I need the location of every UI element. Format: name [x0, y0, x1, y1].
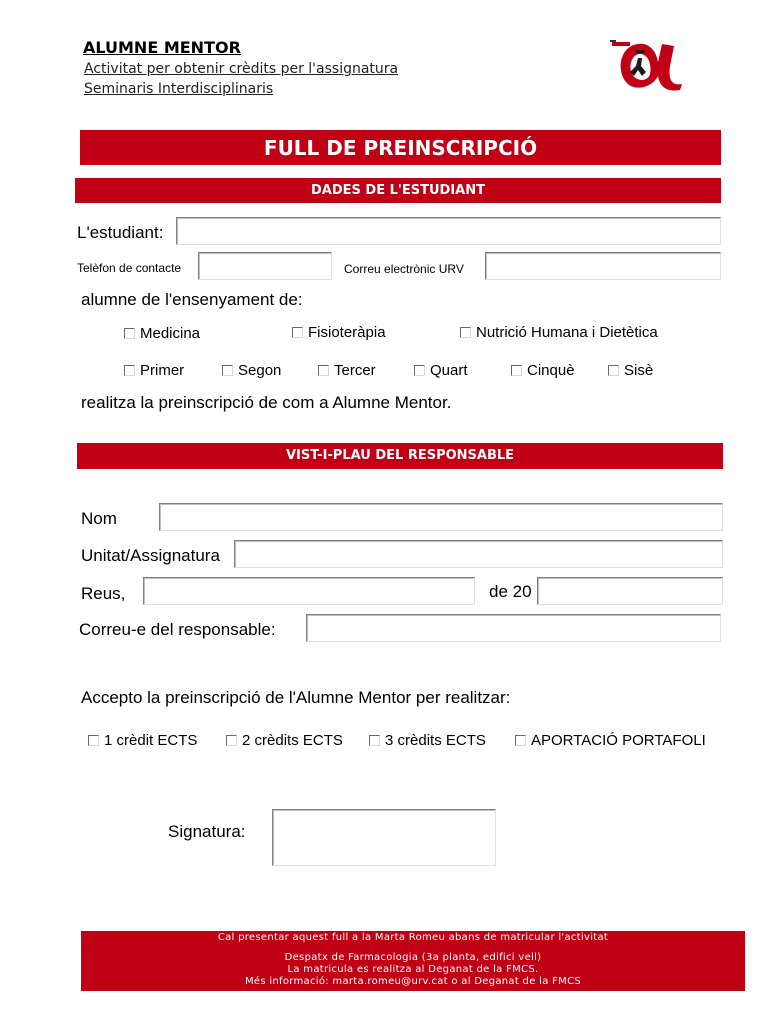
checkbox-fisioterapia[interactable]	[292, 324, 386, 341]
date-field[interactable]	[143, 577, 475, 605]
checkbox-quart[interactable]	[414, 362, 468, 379]
checkbox-label: Fisioteràpia	[308, 324, 386, 341]
checkbox-box[interactable]	[222, 365, 233, 376]
footer-line-2: Despatx de Farmacologia (3a planta, edifici vell)	[284, 952, 542, 963]
checkbox-box[interactable]	[88, 735, 99, 746]
checkbox-box[interactable]	[460, 327, 471, 338]
checkbox-label: APORTACIÓ PORTAFOLI	[531, 732, 706, 749]
checkbox-label: Sisè	[624, 362, 654, 379]
form-title: FULL DE PREINSCRIPCIÓ	[80, 130, 721, 165]
checkbox-label: Medicina	[140, 325, 201, 342]
preinscription-statement: realitza la preinscripció de com a Alumne Mentor.	[81, 393, 452, 412]
student-label: L'estudiant:	[77, 223, 164, 242]
document-subtitle-line-2: Seminaris Interdisciplinaris	[84, 81, 274, 97]
urv-logo-icon	[608, 36, 692, 96]
checkbox-nutricio[interactable]	[460, 324, 658, 341]
responsible-name-field[interactable]	[159, 503, 723, 531]
footer-line-1: Cal presentar aquest full a la Marta Romeu abans de matricular l'activitat	[217, 932, 609, 943]
checkbox-primer[interactable]	[124, 362, 184, 379]
checkbox-box[interactable]	[124, 365, 135, 376]
checkbox-box[interactable]	[318, 365, 329, 376]
checkbox-label: Quart	[430, 362, 468, 379]
checkbox-medicina[interactable]	[124, 325, 200, 342]
phone-field[interactable]	[198, 252, 332, 280]
student-name-field[interactable]	[176, 217, 721, 245]
responsible-email-label: Correu-e del responsable:	[79, 620, 276, 639]
checkbox-segon[interactable]	[222, 362, 281, 379]
year-field[interactable]	[537, 577, 723, 605]
approval-section-heading: VIST-I-PLAU DEL RESPONSABLE	[77, 443, 723, 469]
footer-line-4: Més informació: marta.romeu@urv.cat o al Deganat de la FMCS	[244, 976, 582, 987]
responsible-email-field[interactable]	[306, 614, 721, 642]
checkbox-portafoli[interactable]	[515, 732, 706, 749]
studies-label: alumne de l'ensenyament de:	[81, 290, 303, 309]
checkbox-cinque[interactable]	[511, 362, 575, 379]
place-label: Reus,	[81, 584, 126, 603]
checkbox-sise[interactable]	[608, 362, 653, 379]
document-title: ALUMNE MENTOR	[83, 38, 241, 57]
unit-field[interactable]	[234, 540, 723, 568]
checkbox-box[interactable]	[608, 365, 619, 376]
checkbox-label: Cinquè	[527, 362, 575, 379]
signature-field[interactable]	[272, 809, 496, 866]
unit-label: Unitat/Assignatura	[81, 546, 220, 565]
checkbox-label: Tercer	[334, 362, 376, 379]
checkbox-2-credits[interactable]	[226, 732, 343, 749]
checkbox-box[interactable]	[414, 365, 425, 376]
checkbox-label: Segon	[238, 362, 282, 379]
email-urv-label: Correu electrònic URV	[344, 262, 464, 276]
checkbox-box[interactable]	[292, 327, 303, 338]
checkbox-box[interactable]	[124, 328, 135, 339]
checkbox-label: Nutrició Humana i Dietètica	[476, 324, 658, 341]
signature-label: Signatura:	[168, 822, 246, 841]
checkbox-1-credit[interactable]	[88, 732, 197, 749]
checkbox-label: 3 crèdits ECTS	[385, 732, 486, 749]
checkbox-box[interactable]	[515, 735, 526, 746]
footer-note	[81, 931, 745, 991]
checkbox-label: 2 crèdits ECTS	[242, 732, 343, 749]
accept-label: Accepto la preinscripció de l'Alumne Mentor per realitzar:	[81, 688, 511, 707]
checkbox-tercer[interactable]	[318, 362, 376, 379]
phone-label: Telèfon de contacte	[77, 261, 182, 275]
checkbox-3-credits[interactable]	[369, 732, 486, 749]
checkbox-label: 1 crèdit ECTS	[104, 732, 198, 749]
year-label: de 20	[489, 582, 532, 601]
document-subtitle-line-1: Activitat per obtenir crèdits per l'assignatura	[84, 61, 399, 77]
name-label: Nom	[81, 509, 117, 528]
checkbox-label: Primer	[140, 362, 185, 379]
email-urv-field[interactable]	[485, 252, 721, 280]
student-section-heading: DADES DE L'ESTUDIANT	[75, 178, 721, 203]
checkbox-box[interactable]	[511, 365, 522, 376]
checkbox-box[interactable]	[226, 735, 237, 746]
footer-line-3: La matricula es realitza al Deganat de la FMCS.	[287, 964, 539, 975]
checkbox-box[interactable]	[369, 735, 380, 746]
